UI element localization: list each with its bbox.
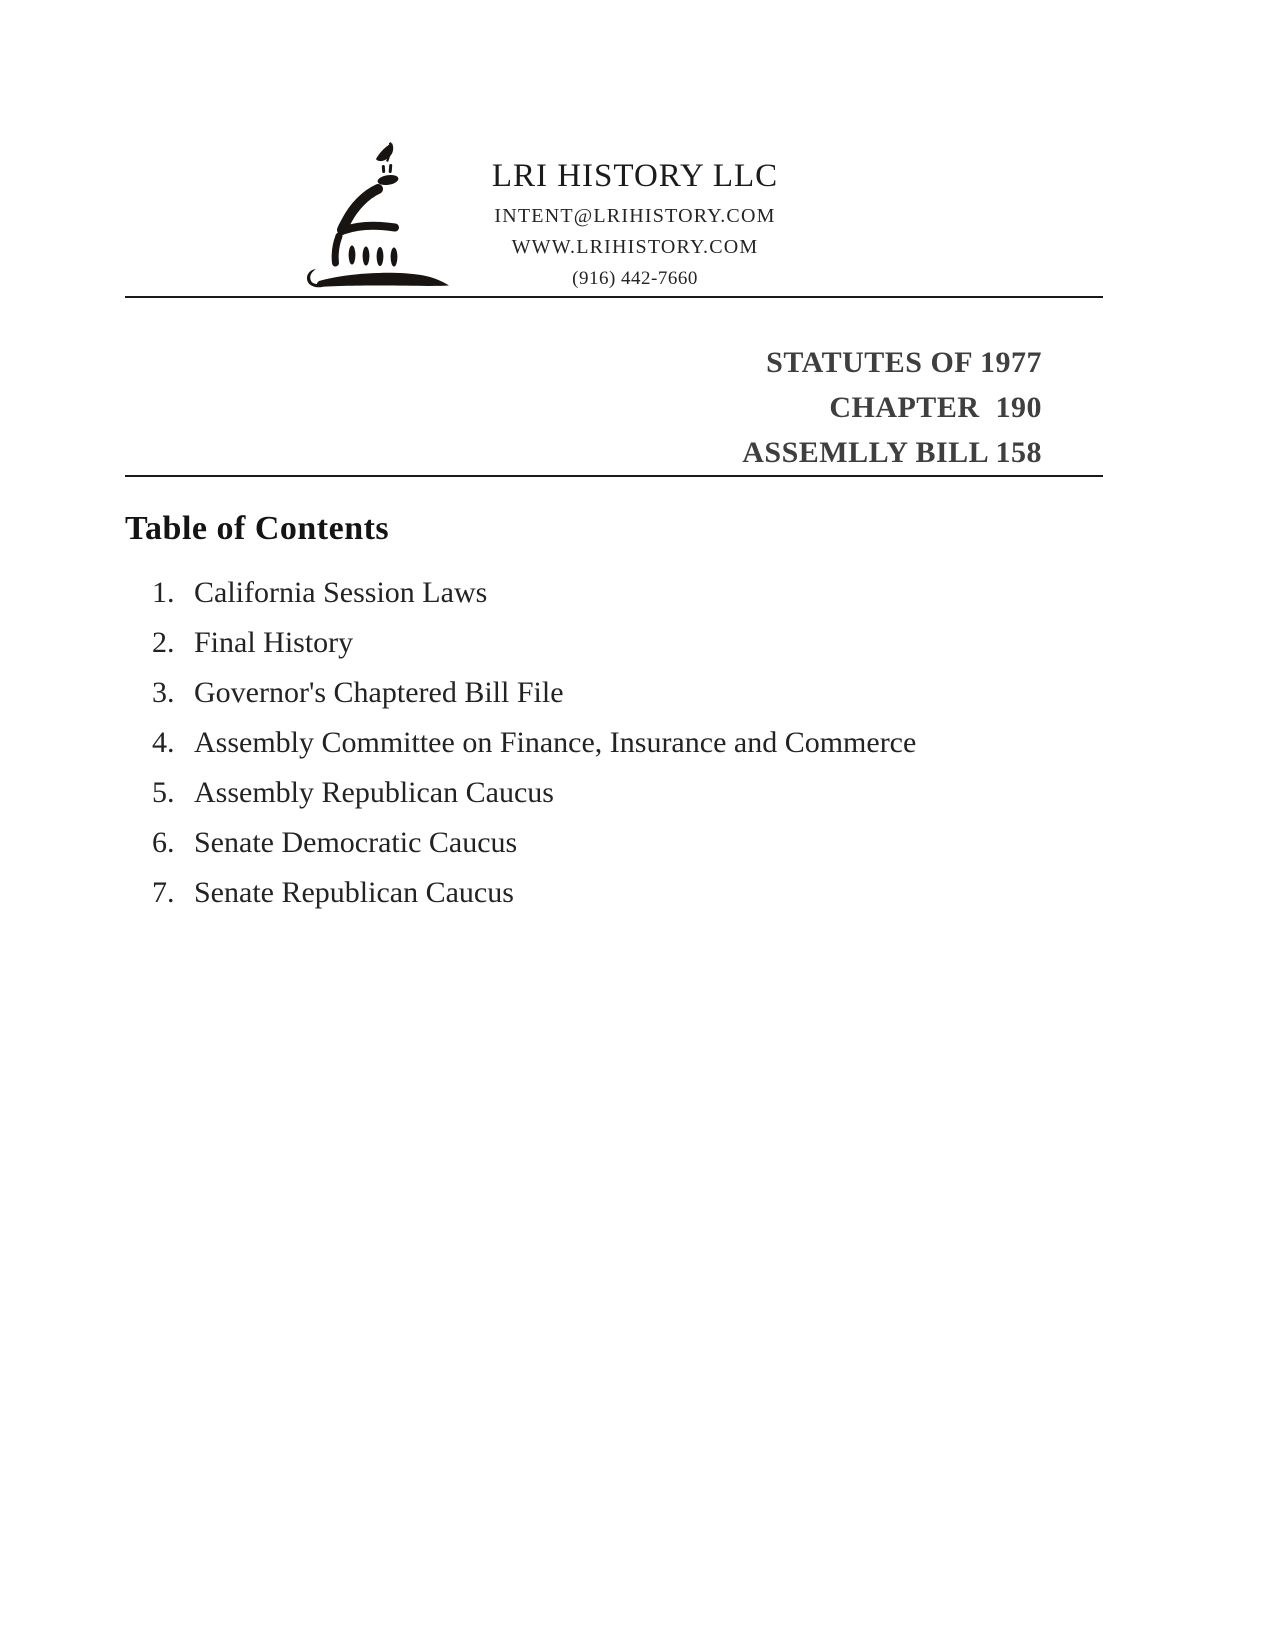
toc-item bbox=[125, 718, 1103, 768]
toc-item-label: Senate Republican Caucus bbox=[194, 876, 514, 909]
toc-item bbox=[125, 668, 1103, 718]
company-name: LRI HISTORY LLC bbox=[491, 158, 779, 194]
toc-item-label: Assembly Republican Caucus bbox=[194, 776, 554, 809]
horizontal-divider-bottom bbox=[125, 475, 1103, 477]
statutes-title-block bbox=[125, 340, 1103, 475]
horizontal-divider-top bbox=[125, 296, 1103, 298]
toc-list bbox=[125, 568, 1103, 918]
toc-item-label: Senate Democratic Caucus bbox=[194, 826, 518, 859]
toc-item-number: 3. bbox=[152, 676, 175, 709]
email-address: INTENT@LRIHISTORY.COM bbox=[494, 205, 776, 227]
toc-item bbox=[125, 818, 1103, 868]
phone-number: (916) 442-7660 bbox=[572, 268, 698, 289]
toc-item-number: 2. bbox=[152, 626, 175, 659]
chapter-line: CHAPTER 190 bbox=[829, 391, 1042, 424]
toc-item-number: 1. bbox=[152, 576, 175, 609]
website-url: WWW.LRIHISTORY.COM bbox=[511, 236, 759, 258]
toc-item bbox=[125, 568, 1103, 618]
toc-item-label: Assembly Committee on Finance, Insurance and Commerce bbox=[194, 726, 917, 759]
toc-item-number: 7. bbox=[152, 876, 175, 909]
statutes-year-line: STATUTES OF 1977 bbox=[766, 346, 1042, 379]
toc-item bbox=[125, 868, 1103, 918]
toc-item-label: California Session Laws bbox=[194, 576, 488, 609]
toc-item bbox=[125, 768, 1103, 818]
toc-item-number: 4. bbox=[152, 726, 175, 759]
assembly-bill-line: ASSEMLLY BILL 158 bbox=[742, 436, 1042, 469]
letterhead-text bbox=[455, 134, 815, 294]
page-content bbox=[125, 296, 1103, 918]
toc-item bbox=[125, 618, 1103, 668]
toc-item-label: Final History bbox=[194, 626, 354, 659]
toc-item-number: 6. bbox=[152, 826, 175, 859]
toc-heading: Table of Contents bbox=[125, 510, 390, 547]
toc-item-label: Governor's Chaptered Bill File bbox=[194, 676, 564, 709]
capitol-dome-logo-icon bbox=[295, 134, 455, 296]
toc-item-number: 5. bbox=[152, 776, 175, 809]
letterhead bbox=[0, 0, 1276, 296]
table-of-contents bbox=[125, 507, 1103, 918]
